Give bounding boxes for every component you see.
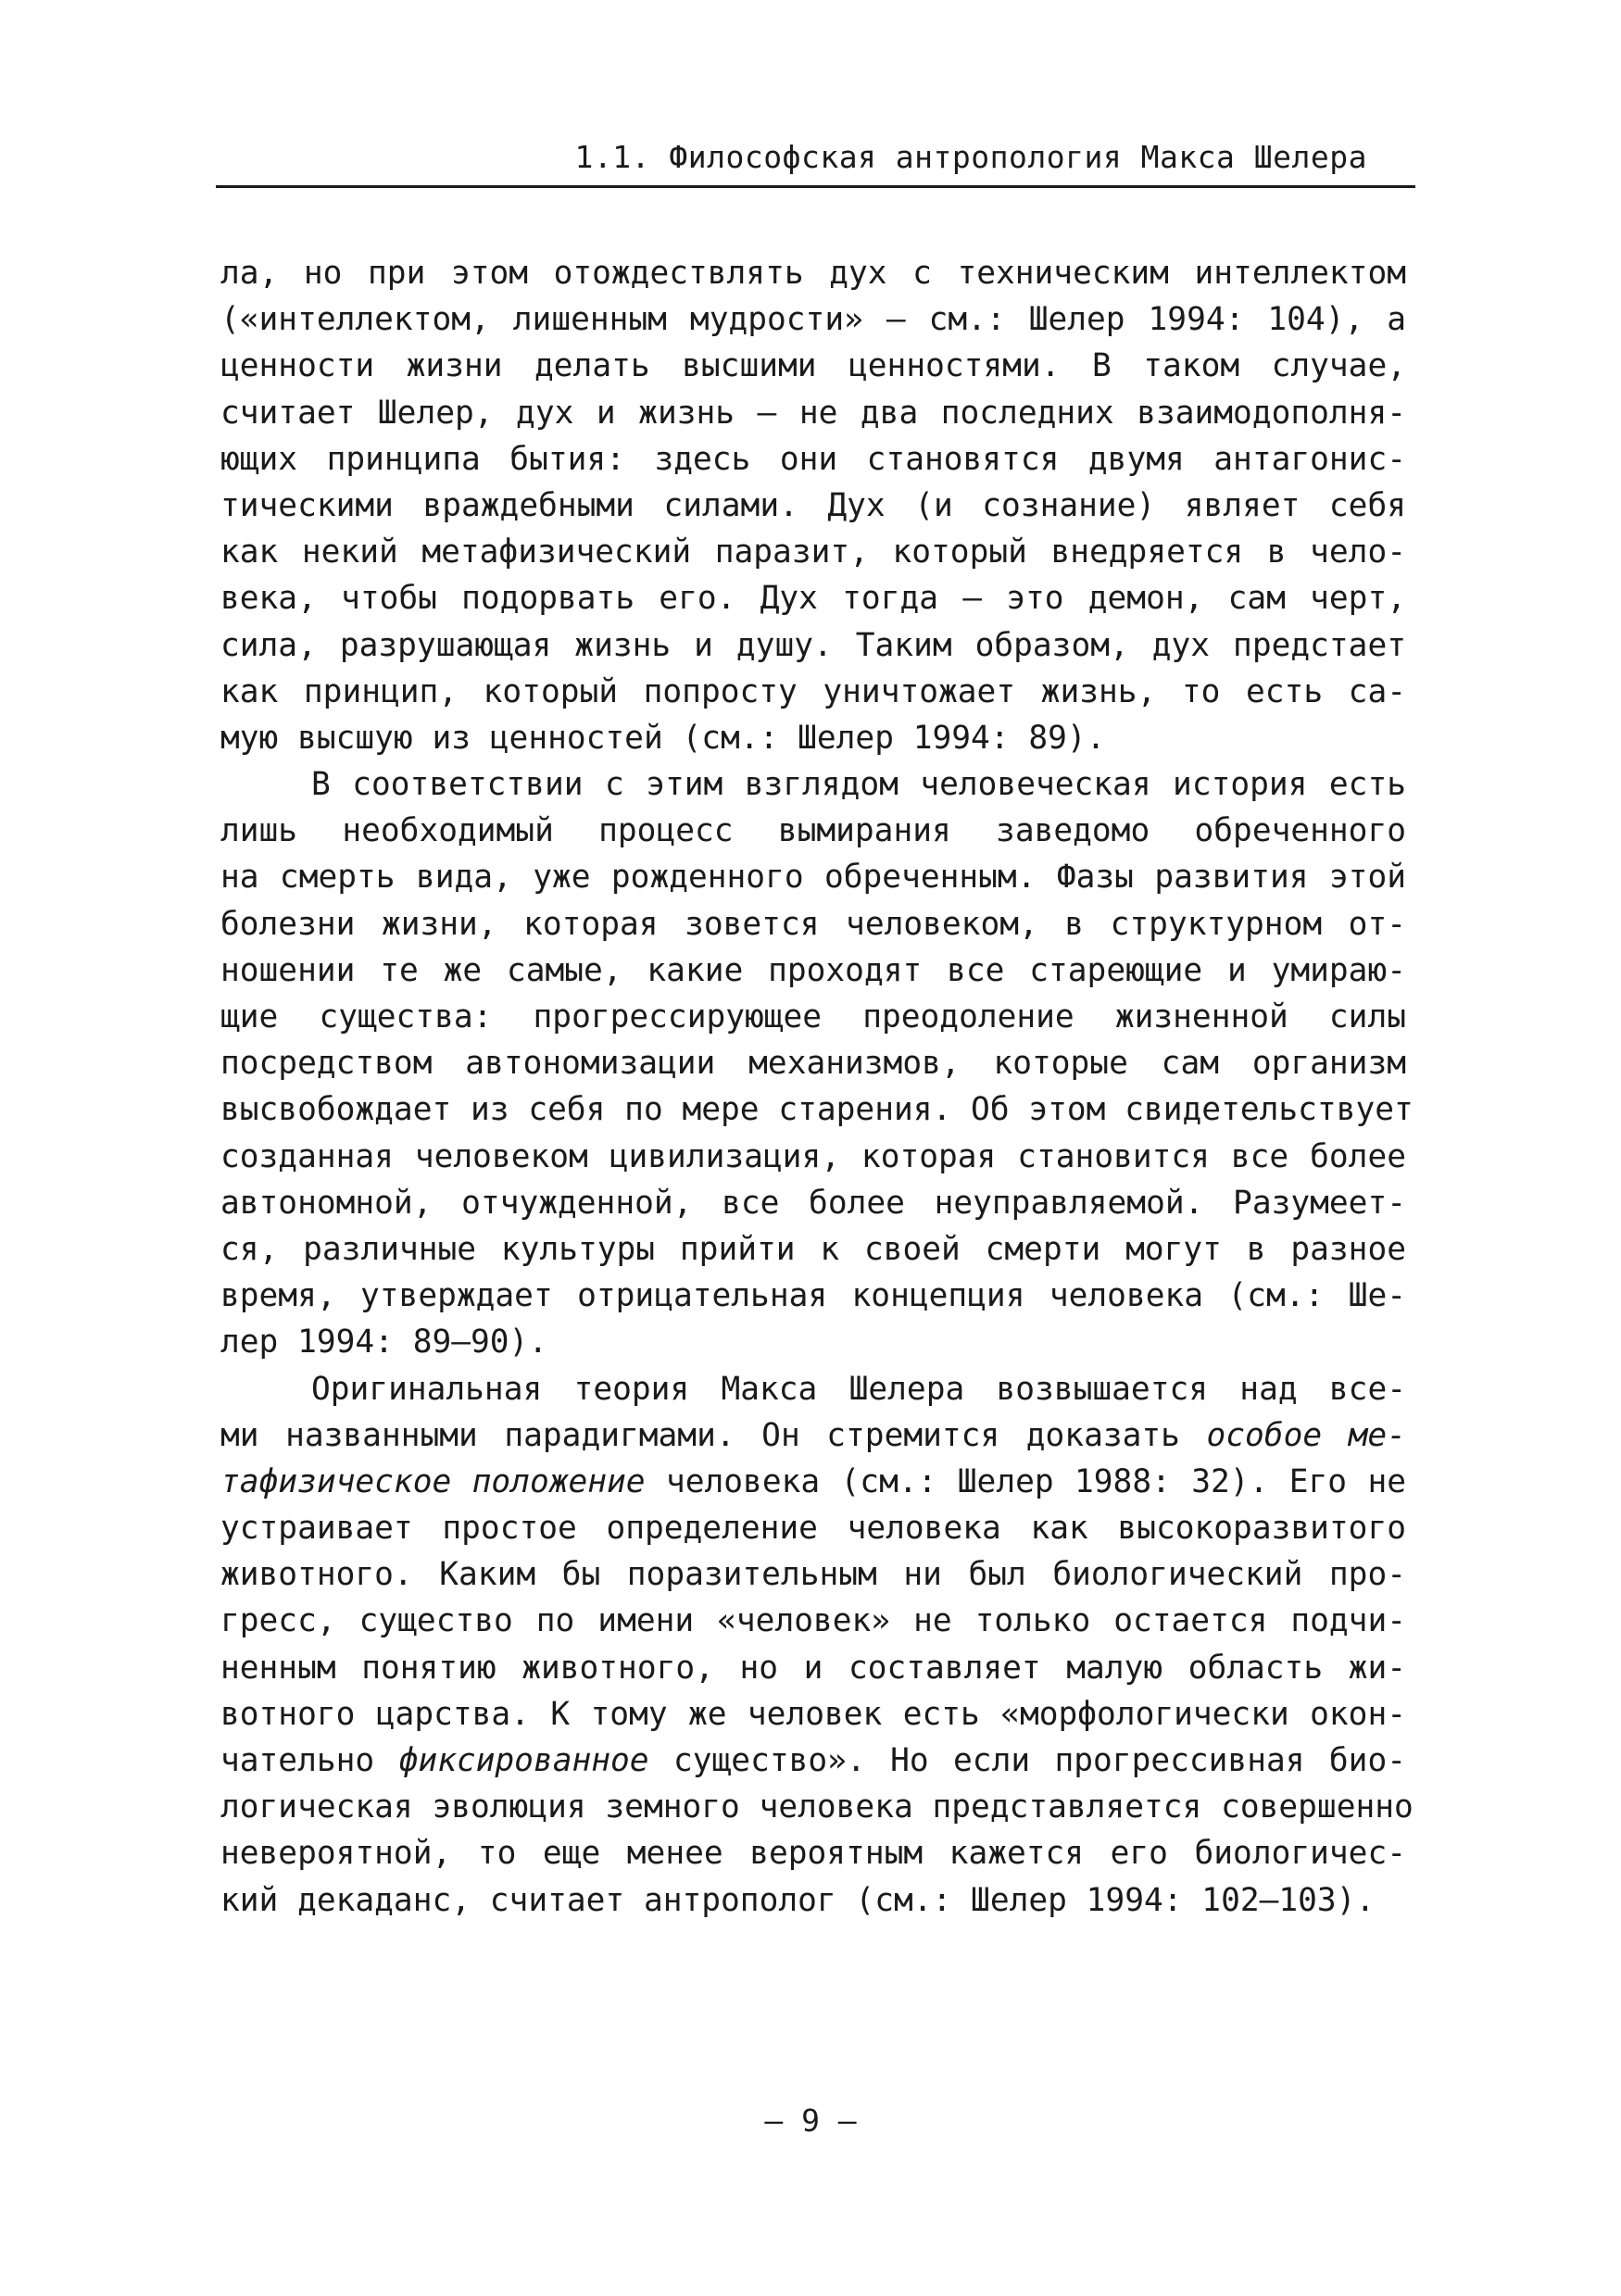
- text-line: животного. Каким бы поразительным ни был биологический про-: [220, 1556, 1406, 1594]
- text-line: [220, 1738, 1406, 1784]
- text-line: время, утверждает отрицательная концепция человека (см.: Ше-: [220, 1277, 1406, 1315]
- text-line: кий декаданс, считает антрополог (см.: Шелер 1994: 102—103).: [220, 1881, 1376, 1919]
- text-line: мую высшую из ценностей (см.: Шелер 1994: 89).: [220, 719, 1106, 757]
- text-line: устраивает простое определение человека как высокоразвитого: [220, 1510, 1406, 1548]
- text-line: [220, 1412, 1406, 1459]
- running-title: 1.1. Философская антропология Макса Шелера: [574, 139, 1367, 175]
- text-line: как некий метафизический паразит, который внедряется в чело-: [220, 533, 1406, 571]
- text-line: В соответствии с этим взглядом человеческая история есть: [311, 766, 1406, 804]
- text-line: болезни жизни, которая зовется человеком, в структурном от-: [220, 905, 1406, 943]
- text-line: логическая эволюция земного человека представляется совершенно: [220, 1788, 1414, 1826]
- text-line: ненным понятию животного, но и составляет малую область жи-: [220, 1649, 1406, 1687]
- text-line: созданная человеком цивилизация, которая становится все более: [220, 1137, 1406, 1175]
- text-line: гресс, существо по имени «человек» не только остается подчи-: [220, 1602, 1406, 1640]
- italic-emphasis: тафизическое положение: [220, 1462, 646, 1500]
- text-line: Оригинальная теория Макса Шелера возвышается над все-: [311, 1370, 1406, 1408]
- text-line: как принцип, который попросту уничтожает жизнь, то есть са-: [220, 672, 1406, 710]
- text-line: лишь необходимый процесс вымирания заведомо обреченного: [220, 812, 1406, 850]
- text-line: («интеллектом, лишенным мудрости» — см.: Шелер 1994: 104), а: [220, 301, 1406, 339]
- text-line: автономной, отчужденной, все более неуправляемой. Разумеет-: [220, 1184, 1406, 1222]
- text-line: тическими враждебными силами. Дух (и сознание) являет себя: [220, 486, 1406, 524]
- italic-emphasis: фиксированное: [398, 1742, 649, 1779]
- text-line: [220, 1459, 1406, 1505]
- text-line: невероятной, то еще менее вероятным кажется его биологичес-: [220, 1835, 1406, 1873]
- italic-emphasis: особое ме-: [1206, 1416, 1406, 1454]
- paragraph-1: [220, 250, 1406, 761]
- text-line: вотного царства. К тому же человек есть «морфологически окон-: [220, 1695, 1406, 1733]
- text-line: ла, но при этом отождествлять дух с техническим интеллектом: [220, 255, 1406, 292]
- text-line: высвобождает из себя по мере старения. Об этом свидетельствует: [220, 1091, 1414, 1129]
- running-header: [216, 130, 1415, 188]
- paragraph-2: [220, 761, 1414, 1365]
- text-line: сила, разрушающая жизнь и душу. Таким образом, дух предстает: [220, 626, 1406, 664]
- text-line: лер 1994: 89—90).: [220, 1324, 548, 1361]
- text-segment: чательно: [220, 1742, 399, 1779]
- paragraph-3: [220, 1366, 1414, 1924]
- page-number: – 9 –: [764, 2102, 857, 2139]
- text-line: посредством автономизации механизмов, которые сам организм: [220, 1045, 1406, 1083]
- text-line: ся, различные культуры прийти к своей смерти могут в разное: [220, 1230, 1406, 1268]
- text-line: ющих принципа бытия: здесь они становятся двумя антагонис-: [220, 440, 1406, 478]
- text-segment: ми названными парадигмами. Он стремится доказать: [220, 1416, 1207, 1454]
- text-line: ношении те же самые, какие проходят все стареющие и умираю-: [220, 951, 1406, 989]
- text-line: века, чтобы подорвать его. Дух тогда — это демон, сам черт,: [220, 580, 1406, 618]
- body-text: [220, 250, 1414, 1924]
- text-segment: человека (см.: Шелер 1988: 32). Его не: [645, 1462, 1406, 1500]
- text-line: ценности жизни делать высшими ценностями. В таком случае,: [220, 347, 1406, 385]
- text-line: считает Шелер, дух и жизнь — не два последних взаимодополня-: [220, 394, 1406, 432]
- text-segment: существо». Но если прогрессивная био-: [648, 1742, 1406, 1779]
- text-line: щие существа: прогрессирующее преодоление жизненной силы: [220, 998, 1406, 1035]
- text-line: на смерть вида, уже рожденного обреченным. Фазы развития этой: [220, 859, 1406, 897]
